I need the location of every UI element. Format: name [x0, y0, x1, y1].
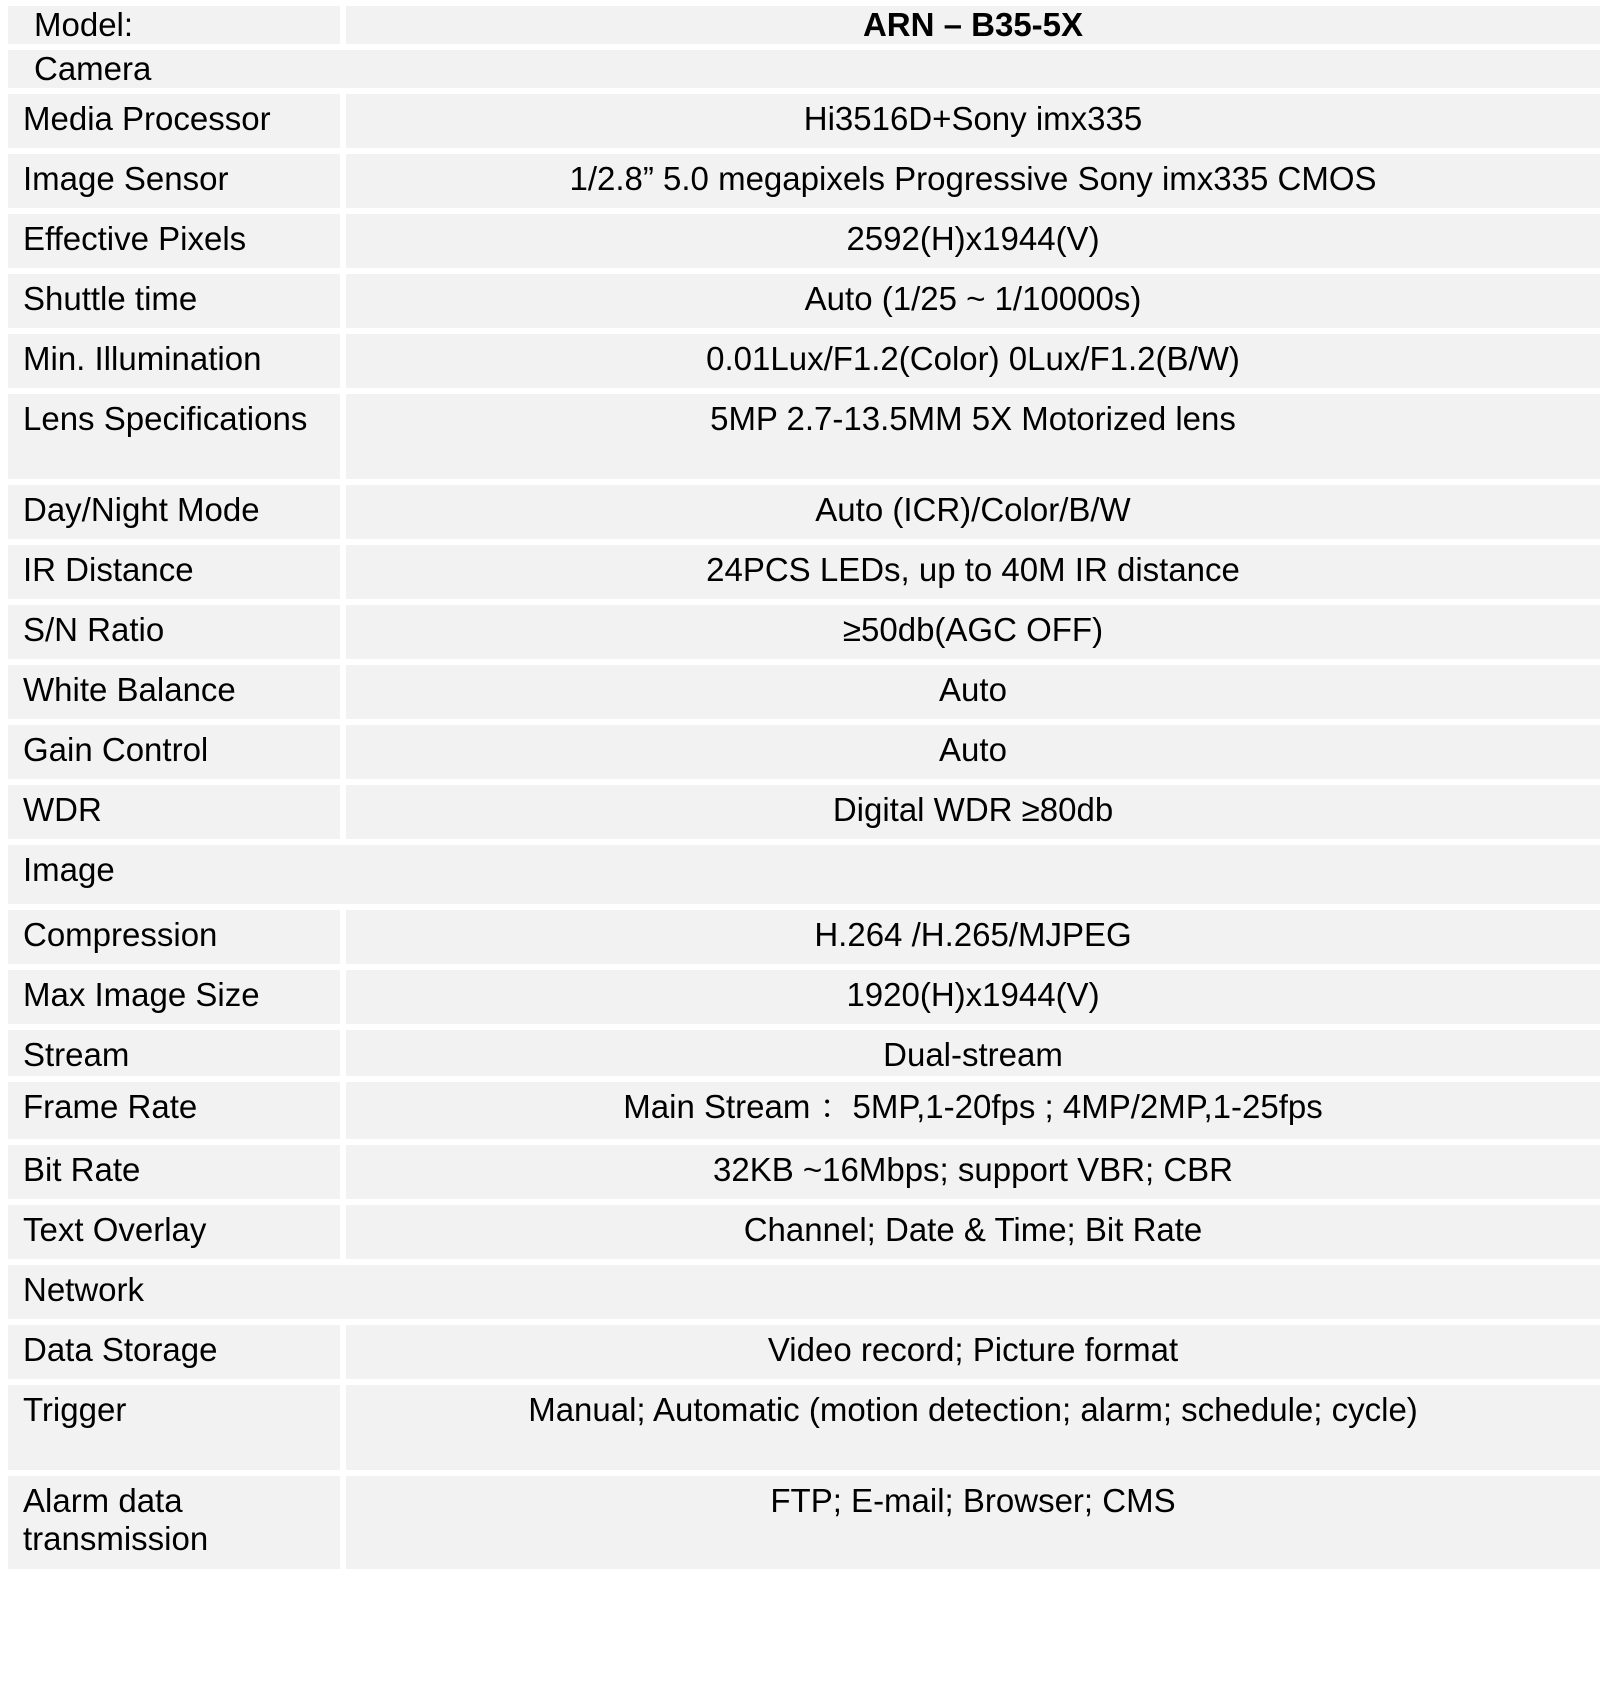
spec-label: Trigger	[8, 1385, 340, 1470]
spec-value: Digital WDR ≥80db	[346, 785, 1600, 839]
spec-label: Effective Pixels	[8, 214, 340, 268]
spec-row	[8, 725, 1600, 779]
spec-value: Dual-stream	[346, 1030, 1600, 1076]
model-row	[8, 6, 1600, 44]
spec-value: Channel; Date & Time; Bit Rate	[346, 1205, 1600, 1259]
spec-label: WDR	[8, 785, 340, 839]
spec-row	[8, 970, 1600, 1024]
spec-value: 2592(H)x1944(V)	[346, 214, 1600, 268]
spec-value: ≥50db(AGC OFF)	[346, 605, 1600, 659]
spec-row	[8, 1476, 1600, 1569]
spec-value: Auto	[346, 725, 1600, 779]
spec-value: 24PCS LEDs, up to 40M IR distance	[346, 545, 1600, 599]
spec-label: Image Sensor	[8, 154, 340, 208]
model-label: Model:	[8, 6, 340, 44]
spec-label: Day/Night Mode	[8, 485, 340, 539]
spec-label: Gain Control	[8, 725, 340, 779]
spec-row	[8, 785, 1600, 839]
model-value: ARN – B35-5X	[346, 6, 1600, 44]
spec-value: 1/2.8” 5.0 megapixels Progressive Sony imx335 CMOS	[346, 154, 1600, 208]
spec-value: Auto (ICR)/Color/B/W	[346, 485, 1600, 539]
spec-row	[8, 1385, 1600, 1470]
spec-value: H.264 /H.265/MJPEG	[346, 910, 1600, 964]
spec-row	[8, 274, 1600, 328]
spec-row	[8, 1205, 1600, 1259]
spec-label: IR Distance	[8, 545, 340, 599]
spec-row	[8, 214, 1600, 268]
spec-label: Text Overlay	[8, 1205, 340, 1259]
spec-row	[8, 545, 1600, 599]
spec-row	[8, 334, 1600, 388]
spec-value: Main Stream ：5MP,1-20fps ; 4MP/2MP,1-25fps	[346, 1082, 1600, 1139]
spec-label: Media Processor	[8, 94, 340, 148]
spec-value: Auto	[346, 665, 1600, 719]
spec-label: Shuttle time	[8, 274, 340, 328]
spec-row	[8, 1082, 1600, 1139]
spec-value: 32KB ~16Mbps; support VBR; CBR	[346, 1145, 1600, 1199]
spec-row	[8, 1030, 1600, 1076]
spec-row	[8, 605, 1600, 659]
spec-row	[8, 665, 1600, 719]
spec-value: 5MP 2.7-13.5MM 5X Motorized lens	[346, 394, 1600, 479]
spec-label: Max Image Size	[8, 970, 340, 1024]
spec-value: 0.01Lux/F1.2(Color) 0Lux/F1.2(B/W)	[346, 334, 1600, 388]
spec-value: Auto (1/25 ~ 1/10000s)	[346, 274, 1600, 328]
section-header	[8, 50, 1600, 88]
spec-label: S/N Ratio	[8, 605, 340, 659]
spec-label: Compression	[8, 910, 340, 964]
spec-row	[8, 394, 1600, 479]
spec-value: Hi3516D+Sony imx335	[346, 94, 1600, 148]
spec-value: FTP; E-mail; Browser; CMS	[346, 1476, 1600, 1569]
spec-value: 1920(H)x1944(V)	[346, 970, 1600, 1024]
spec-row	[8, 154, 1600, 208]
section-title-camera: Camera	[8, 50, 1600, 88]
spec-label: Frame Rate	[8, 1082, 340, 1139]
section-header	[8, 1265, 1600, 1319]
spec-label: Lens Specifications	[8, 394, 340, 479]
spec-row	[8, 1145, 1600, 1199]
spec-sheet	[8, 6, 1600, 1575]
spec-row	[8, 94, 1600, 148]
spec-label: Data Storage	[8, 1325, 340, 1379]
spec-row	[8, 910, 1600, 964]
spec-row	[8, 1325, 1600, 1379]
spec-value: Manual; Automatic (motion detection; alarm; schedule; cycle)	[346, 1385, 1600, 1470]
section-header	[8, 845, 1600, 904]
spec-value: Video record; Picture format	[346, 1325, 1600, 1379]
spec-label: Stream	[8, 1030, 340, 1076]
section-title-image: Image	[8, 845, 1600, 904]
spec-row	[8, 485, 1600, 539]
section-title-network: Network	[8, 1265, 1600, 1319]
spec-label: Alarm data transmission	[8, 1476, 340, 1569]
spec-label: Bit Rate	[8, 1145, 340, 1199]
spec-label: White Balance	[8, 665, 340, 719]
spec-label: Min. Illumination	[8, 334, 340, 388]
